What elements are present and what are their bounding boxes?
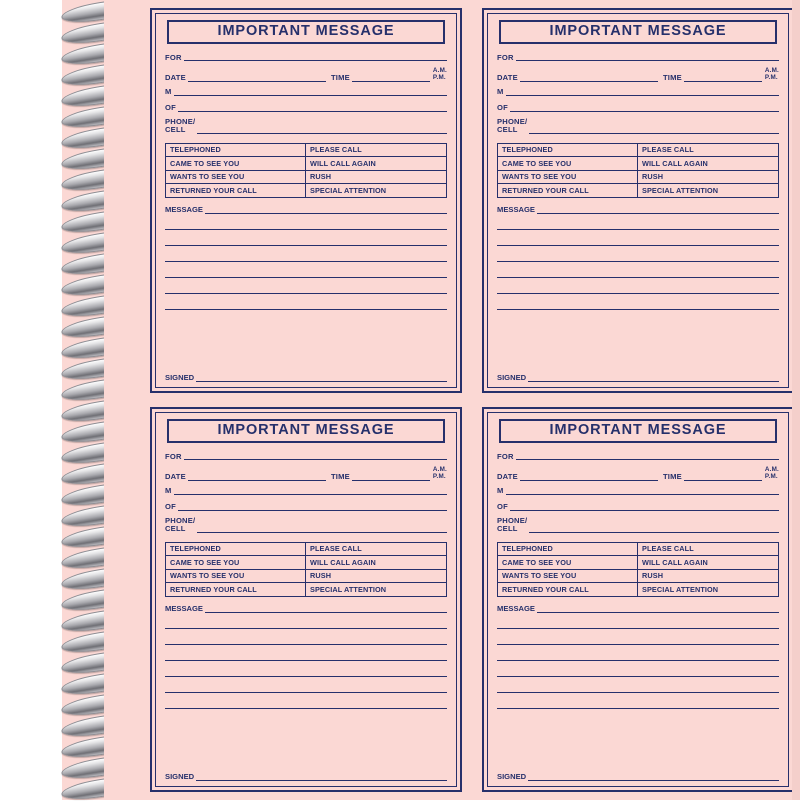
date-label: DATE	[497, 73, 518, 83]
phone-cell-label	[165, 517, 197, 533]
time-label: TIME	[662, 73, 682, 83]
phone-cell-label	[497, 517, 529, 533]
action-checkbox-cell[interactable]: PLEASE CALL	[638, 144, 778, 157]
for-label: FOR	[165, 52, 182, 62]
date-time-row	[165, 67, 447, 81]
action-checkbox-cell[interactable]: WANTS TO SEE YOU	[166, 171, 306, 184]
message-first-row	[165, 204, 447, 214]
slip-title: IMPORTANT MESSAGE	[167, 419, 445, 443]
phone-input[interactable]	[529, 523, 779, 533]
for-input[interactable]	[184, 450, 447, 460]
message-input-line[interactable]	[497, 278, 779, 294]
name-row	[497, 86, 779, 96]
time-label: TIME	[330, 472, 350, 482]
message-slip[interactable]	[482, 407, 794, 792]
of-input[interactable]	[510, 102, 779, 112]
action-checkbox-cell[interactable]: WILL CALL AGAIN	[638, 157, 778, 170]
signed-row	[497, 771, 779, 781]
pm-label: P.M.	[432, 74, 446, 82]
message-input-line[interactable]	[165, 693, 447, 709]
for-row	[165, 450, 447, 460]
m-label: M	[497, 87, 504, 97]
name-row	[497, 485, 779, 495]
action-checkbox-cell[interactable]: WANTS TO SEE YOU	[166, 570, 306, 583]
slip-content	[158, 15, 454, 387]
message-input-line[interactable]	[165, 246, 447, 262]
action-checkbox-cell[interactable]: TELEPHONED	[166, 144, 306, 157]
for-label: FOR	[497, 52, 514, 62]
action-checkbox-cell[interactable]: WANTS TO SEE YOU	[498, 570, 638, 583]
message-input-line[interactable]	[497, 677, 779, 693]
of-label: OF	[165, 103, 176, 113]
message-input-line[interactable]	[537, 603, 779, 613]
message-input-line[interactable]	[205, 204, 447, 214]
signed-row	[165, 372, 447, 382]
slip-title: IMPORTANT MESSAGE	[167, 20, 445, 44]
date-label: DATE	[165, 73, 186, 83]
am-label: A.M.	[764, 466, 779, 474]
signed-label: SIGNED	[165, 772, 195, 782]
phone-label-line2: CELL	[497, 124, 518, 134]
action-checkbox-cell[interactable]: RETURNED YOUR CALL	[498, 184, 638, 196]
action-checkbox-cell[interactable]: RUSH	[638, 171, 778, 184]
message-input-line[interactable]	[165, 262, 447, 278]
time-label: TIME	[662, 472, 682, 482]
name-input[interactable]	[174, 485, 447, 495]
phone-row	[165, 517, 447, 533]
action-checkbox-grid	[165, 542, 447, 597]
signed-row	[165, 771, 447, 781]
phone-label-line2: CELL	[165, 523, 186, 533]
signed-label: SIGNED	[165, 373, 195, 383]
phone-label-line1: PHONE/	[497, 116, 528, 126]
action-checkbox-cell[interactable]: SPECIAL ATTENTION	[642, 185, 719, 195]
for-input[interactable]	[184, 51, 447, 61]
action-checkbox-cell[interactable]: CAME TO SEE YOU	[498, 157, 638, 170]
of-label: OF	[497, 103, 508, 113]
message-label: MESSAGE	[497, 603, 535, 613]
message-label: MESSAGE	[497, 204, 535, 214]
name-input[interactable]	[506, 86, 779, 96]
name-row	[165, 485, 447, 495]
action-checkbox-grid	[497, 542, 779, 597]
action-checkbox-cell[interactable]: TELEPHONED	[498, 144, 638, 157]
message-slip[interactable]	[150, 8, 462, 393]
action-checkbox-cell[interactable]: RUSH	[306, 570, 446, 583]
message-input-line[interactable]	[165, 629, 447, 645]
for-input[interactable]	[516, 450, 779, 460]
action-checkbox-cell[interactable]: PLEASE CALL	[306, 144, 446, 157]
pm-label: P.M.	[432, 473, 446, 481]
message-input-line[interactable]	[165, 645, 447, 661]
message-input-line[interactable]	[165, 214, 447, 230]
am-pm-label	[762, 67, 779, 81]
of-row	[497, 102, 779, 112]
time-input[interactable]	[352, 72, 430, 82]
action-checkbox-grid	[497, 143, 779, 198]
am-pm-label	[430, 466, 447, 480]
message-input-line[interactable]	[497, 629, 779, 645]
name-input[interactable]	[174, 86, 447, 96]
action-checkbox-cell[interactable]: WILL CALL AGAIN	[638, 556, 778, 569]
message-input-line[interactable]	[165, 661, 447, 677]
pm-label: P.M.	[764, 74, 778, 82]
message-sheet	[104, 0, 800, 800]
signed-label: SIGNED	[497, 772, 527, 782]
phone-label-line1: PHONE/	[165, 116, 196, 126]
date-time-row	[165, 466, 447, 480]
action-checkbox-cell[interactable]: WANTS TO SEE YOU	[498, 171, 638, 184]
signed-input[interactable]	[196, 372, 447, 382]
action-checkbox-cell[interactable]: WILL CALL AGAIN	[306, 157, 446, 170]
phone-input[interactable]	[529, 124, 779, 134]
date-input[interactable]	[188, 471, 326, 481]
message-input-line[interactable]	[537, 204, 779, 214]
for-input[interactable]	[516, 51, 779, 61]
of-row	[497, 501, 779, 511]
of-input[interactable]	[178, 501, 447, 511]
slip-content	[490, 414, 786, 786]
m-label: M	[497, 486, 504, 496]
am-label: A.M.	[432, 67, 447, 75]
message-input-line[interactable]	[497, 645, 779, 661]
m-label: M	[165, 87, 172, 97]
message-input-line[interactable]	[497, 294, 779, 310]
pm-label: P.M.	[764, 473, 778, 481]
am-label: A.M.	[764, 67, 779, 75]
of-label: OF	[165, 502, 176, 512]
date-time-row	[497, 67, 779, 81]
name-input[interactable]	[506, 485, 779, 495]
action-checkbox-cell[interactable]: SPECIAL ATTENTION	[310, 584, 387, 594]
message-block	[497, 204, 779, 366]
action-checkbox-cell[interactable]: RETURNED YOUR CALL	[166, 583, 306, 595]
date-input[interactable]	[520, 72, 658, 82]
action-checkbox-cell[interactable]: RUSH	[306, 171, 446, 184]
am-label: A.M.	[432, 466, 447, 474]
message-block	[165, 603, 447, 765]
time-label: TIME	[330, 73, 350, 83]
message-block	[497, 603, 779, 765]
page-left-margin	[0, 0, 62, 800]
of-input[interactable]	[510, 501, 779, 511]
action-checkbox-cell[interactable]: CAME TO SEE YOU	[166, 556, 306, 569]
slip-title: IMPORTANT MESSAGE	[499, 419, 777, 443]
action-checkbox-cell[interactable]: RETURNED YOUR CALL	[498, 583, 638, 595]
message-input-line[interactable]	[497, 246, 779, 262]
m-label: M	[165, 486, 172, 496]
action-checkbox-cell[interactable]: PLEASE CALL	[638, 543, 778, 556]
for-row	[497, 51, 779, 61]
of-row	[165, 102, 447, 112]
message-label: MESSAGE	[165, 603, 203, 613]
for-label: FOR	[497, 451, 514, 461]
date-label: DATE	[165, 472, 186, 482]
phone-label-line2: CELL	[165, 124, 186, 134]
phone-label-line2: CELL	[497, 523, 518, 533]
message-first-row	[165, 603, 447, 613]
message-first-row	[497, 603, 779, 613]
slip-content	[158, 414, 454, 786]
am-pm-label	[762, 466, 779, 480]
name-row	[165, 86, 447, 96]
phone-cell-label	[497, 118, 529, 134]
phone-cell-label	[165, 118, 197, 134]
phone-input[interactable]	[197, 124, 447, 134]
signed-input[interactable]	[528, 771, 779, 781]
action-checkbox-grid	[165, 143, 447, 198]
time-input[interactable]	[684, 72, 762, 82]
signed-label: SIGNED	[497, 373, 527, 383]
slip-content	[490, 15, 786, 387]
message-slip-grid	[150, 8, 794, 792]
date-label: DATE	[497, 472, 518, 482]
of-input[interactable]	[178, 102, 447, 112]
message-input-line[interactable]	[165, 677, 447, 693]
action-checkbox-cell[interactable]: TELEPHONED	[166, 543, 306, 556]
message-input-line[interactable]	[165, 278, 447, 294]
signed-input[interactable]	[196, 771, 447, 781]
phone-label-line1: PHONE/	[165, 515, 196, 525]
for-row	[497, 450, 779, 460]
message-label: MESSAGE	[165, 204, 203, 214]
message-input-line[interactable]	[497, 230, 779, 246]
action-checkbox-cell[interactable]: TELEPHONED	[498, 543, 638, 556]
action-checkbox-cell[interactable]: PLEASE CALL	[306, 543, 446, 556]
of-label: OF	[497, 502, 508, 512]
page-right-edge	[792, 0, 800, 800]
action-checkbox-cell[interactable]: RETURNED YOUR CALL	[166, 184, 306, 196]
date-time-row	[497, 466, 779, 480]
phone-row	[165, 118, 447, 134]
message-input-line[interactable]	[165, 230, 447, 246]
for-row	[165, 51, 447, 61]
message-input-line[interactable]	[497, 693, 779, 709]
action-checkbox-cell[interactable]: SPECIAL ATTENTION	[642, 584, 719, 594]
message-input-line[interactable]	[165, 294, 447, 310]
message-input-line[interactable]	[497, 613, 779, 629]
message-input-line[interactable]	[205, 603, 447, 613]
time-input[interactable]	[684, 471, 762, 481]
message-first-row	[497, 204, 779, 214]
action-checkbox-cell[interactable]: WILL CALL AGAIN	[306, 556, 446, 569]
signed-input[interactable]	[528, 372, 779, 382]
phone-row	[497, 118, 779, 134]
message-input-line[interactable]	[497, 214, 779, 230]
of-row	[165, 501, 447, 511]
message-input-line[interactable]	[165, 613, 447, 629]
action-checkbox-cell[interactable]: RUSH	[638, 570, 778, 583]
slip-title: IMPORTANT MESSAGE	[499, 20, 777, 44]
signed-row	[497, 372, 779, 382]
date-input[interactable]	[520, 471, 658, 481]
for-label: FOR	[165, 451, 182, 461]
message-slip[interactable]	[482, 8, 794, 393]
time-input[interactable]	[352, 471, 430, 481]
action-checkbox-cell[interactable]: CAME TO SEE YOU	[166, 157, 306, 170]
date-input[interactable]	[188, 72, 326, 82]
action-checkbox-cell[interactable]: CAME TO SEE YOU	[498, 556, 638, 569]
message-input-line[interactable]	[497, 262, 779, 278]
phone-label-line1: PHONE/	[497, 515, 528, 525]
phone-row	[497, 517, 779, 533]
am-pm-label	[430, 67, 447, 81]
message-input-line[interactable]	[497, 661, 779, 677]
phone-input[interactable]	[197, 523, 447, 533]
action-checkbox-cell[interactable]: SPECIAL ATTENTION	[310, 185, 387, 195]
message-slip[interactable]	[150, 407, 462, 792]
message-block	[165, 204, 447, 366]
